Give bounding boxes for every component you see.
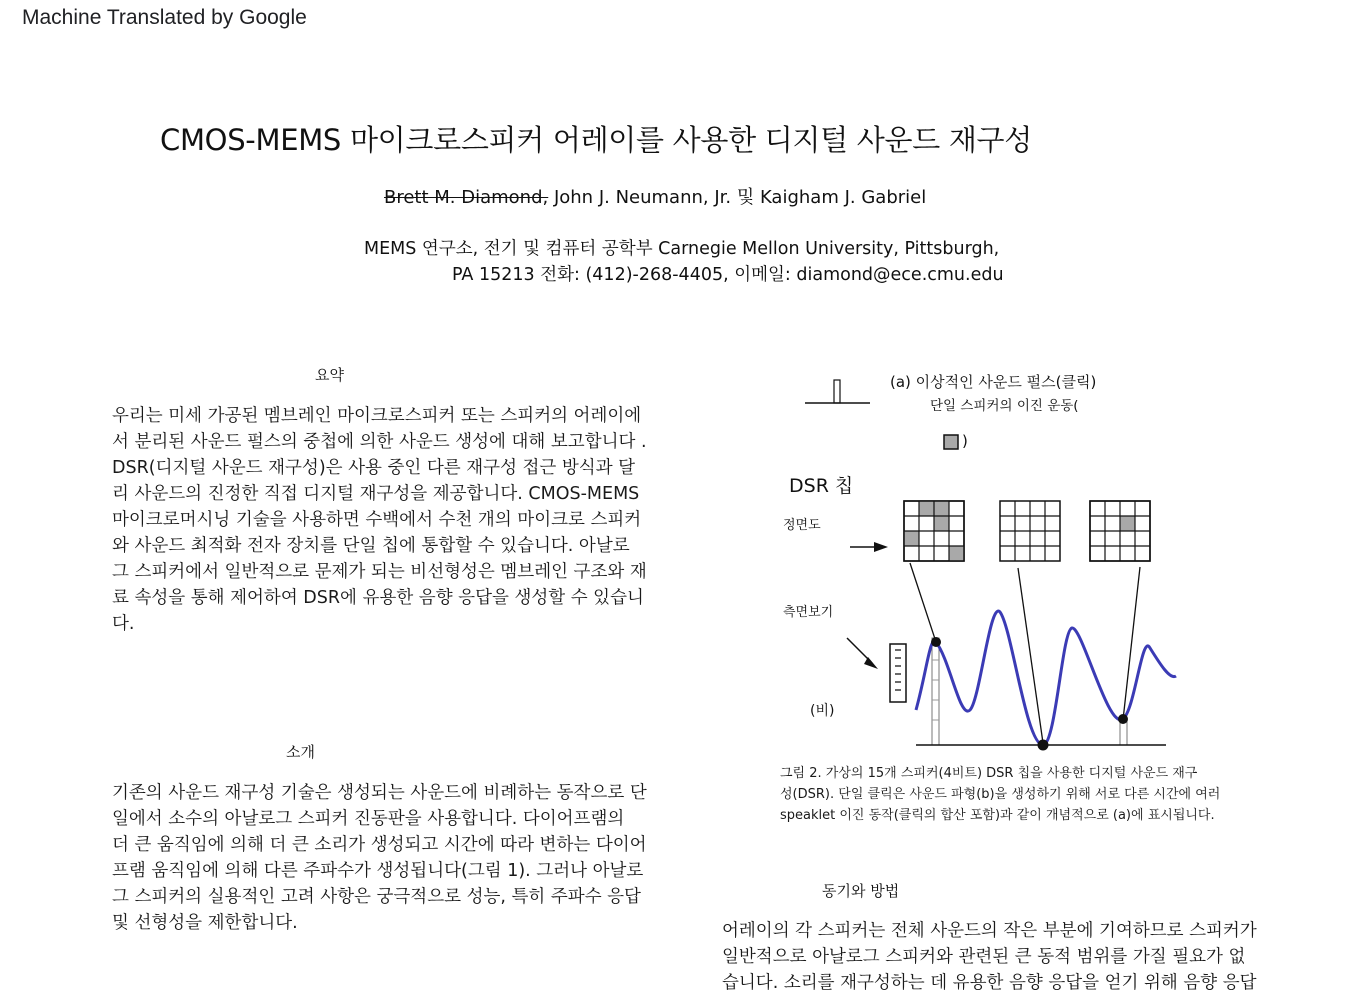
pointer-line [1018,568,1043,743]
front-view-label: 정면도 [783,518,821,533]
abstract-line: 우리는 미세 가공된 멤브레인 마이크로스피커 또는 스피커의 어레이에 [112,406,642,426]
front-view-arrow-icon [850,542,888,552]
speaker-grid-3 [1090,501,1150,561]
figure-label-a: (a) 이상적인 사운드 펄스(클릭) [890,373,1097,391]
abstract-line: 마이크로머시닝 기술을 사용하면 수백에서 수천 개의 마이크로 스피커 [112,510,642,530]
motivation-line: 습니다. 소리를 재구성하는 데 유용한 음향 응답을 얻기 위해 음향 응답 [722,973,1257,993]
caption-line: speaklet 이진 동작(클릭의 합산 포함)과 같이 개념적으로 (a)에 표시됩니다. [780,808,1215,823]
figure-caption [780,763,1240,826]
speaker-column-2 [1120,722,1127,745]
affiliation-line-1: MEMS 연구소, 전기 및 컴퓨터 공학부 Carnegie Mellon University, Pittsburgh, [364,239,1000,259]
abstract-line: DSR(디지털 사운드 재구성)은 사용 중인 다른 재구성 접근 방식과 달 [112,458,636,478]
author-rest: John J. Neumann, Jr. 및 Kaigham J. Gabriel [548,187,927,208]
figure-label-a-sub: 단일 스피커의 이진 운동( [930,398,1079,414]
side-view-arrow-icon [847,638,878,669]
figure-label-b: (비) [810,703,835,719]
abstract-line: 그 스피커에서 일반적으로 문제가 되는 비선형성은 멤브레인 구조와 재 [112,562,647,582]
speaker-key-swatch [944,435,958,449]
abstract-body [112,403,652,637]
caption-line: 그림 2. 가상의 15개 스피커(4비트) DSR 칩을 사용한 디지털 사운드 재구 [780,766,1198,781]
side-view-label: 측면보기 [783,605,834,620]
speaker-column-1 [932,638,939,745]
paper-title: CMOS-MEMS 마이크로스피커 어레이를 사용한 디지털 사운드 재구성 [160,123,1032,157]
intro-line: 프램 움직임에 의해 다른 주파수가 생성됩니다(그림 1). 그러나 아날로 [112,861,644,881]
motivation-line: 어레이의 각 스피커는 전체 사운드의 작은 부분에 기여하므로 스피커가 [722,921,1257,941]
motivation-body [722,918,1267,996]
abstract-line: 서 분리된 사운드 펄스의 중첩에 의한 사운드 생성에 대해 보고합니다 . [112,432,647,452]
figure-label-a-paren: ) [962,432,968,450]
pointer-line [910,563,936,642]
dsr-chip-label: DSR 칩 [789,475,854,497]
speaker-grid-1 [904,501,964,561]
intro-line: 일에서 소수의 아날로그 스피커 진동판을 사용합니다. 다이어프램의 [112,809,625,829]
side-view-chip-icon [890,644,906,702]
click-point [1038,740,1049,751]
abstract-line: 다. [112,614,135,634]
intro-body [112,780,652,936]
abstract-heading: 요약 [315,366,344,384]
sound-waveform [916,611,1176,745]
click-point [1118,714,1128,724]
abstract-line: 와 사운드 최적화 전자 장치를 단일 칩에 통합할 수 있습니다. 아날로 [112,536,630,556]
ideal-pulse-icon [805,380,870,403]
author-struck: Brett M. Diamond, [384,187,549,208]
intro-line: 더 큰 움직임에 의해 더 큰 소리가 생성되고 시간에 따라 변하는 다이어 [112,835,647,855]
author-line [384,183,926,209]
speaker-grid-2 [1000,501,1060,561]
dsr-figure-diagram [790,370,1190,755]
intro-line: 기존의 사운드 재구성 기술은 생성되는 사운드에 비례하는 동작으로 단 [112,783,647,803]
affiliation-line-2: PA 15213 전화: (412)-268-4405, 이메일: diamond@ece.cmu.edu [452,265,1004,285]
machine-translation-banner: Machine Translated by Google [22,6,307,29]
intro-line: 그 스피커의 실용적인 고려 사항은 궁극적으로 성능, 특히 주파수 응답 [112,887,641,907]
abstract-line: 리 사운드의 진정한 직접 디지털 재구성을 제공합니다. CMOS-MEMS [112,484,640,504]
caption-line: 성(DSR). 단일 클릭은 사운드 파형(b)을 생성하기 위해 서로 다른 시간에 여러 [780,787,1221,802]
abstract-line: 료 속성을 통해 제어하여 DSR에 유용한 음향 응답을 생성할 수 있습니 [112,588,644,608]
intro-line: 및 선형성을 제한합니다. [112,913,298,933]
click-point [931,637,941,647]
intro-heading: 소개 [286,743,315,761]
motivation-line: 일반적으로 아날로그 스피커와 관련된 큰 동적 범위를 가질 필요가 없 [722,947,1246,967]
motivation-heading: 동기와 방법 [822,882,900,900]
